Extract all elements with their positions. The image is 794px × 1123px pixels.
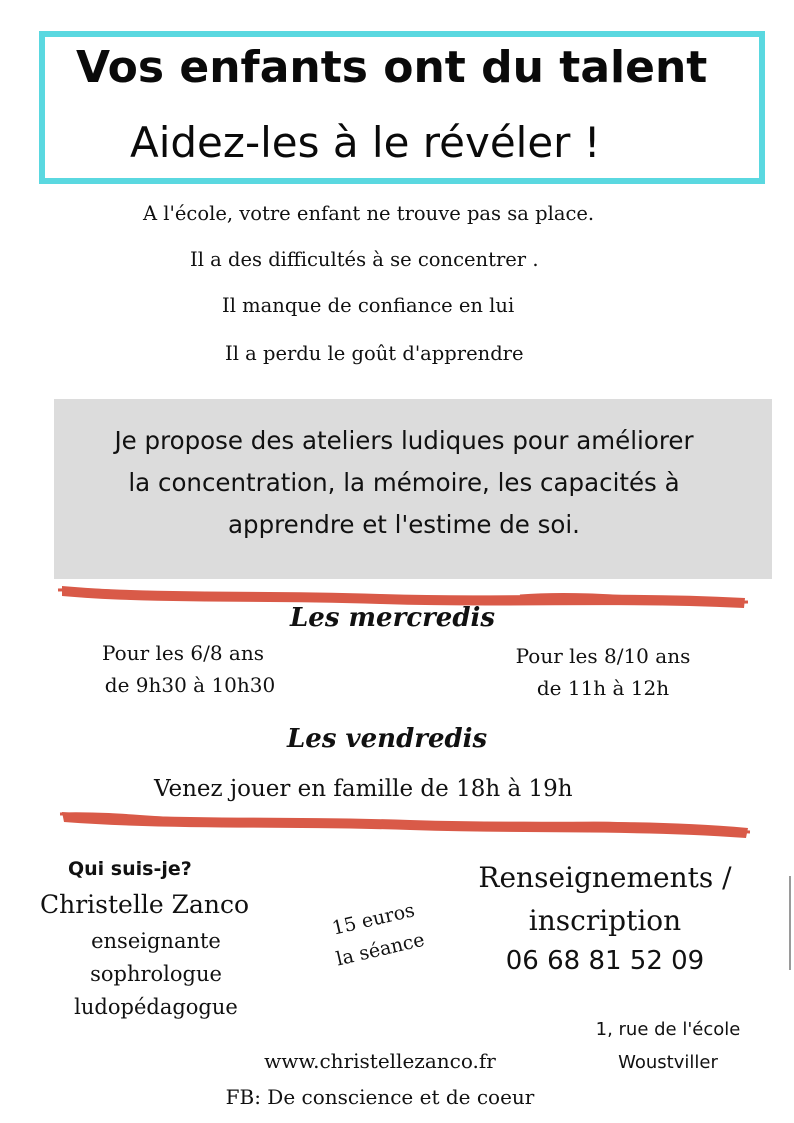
role-2: sophrologue	[90, 962, 222, 986]
address	[580, 1013, 756, 1079]
intro-line-4: Il a perdu le goût d'apprendre	[225, 342, 524, 365]
footer	[180, 1043, 580, 1115]
role-3: ludopédagogue	[74, 995, 238, 1019]
intro-line-1: A l'école, votre enfant ne trouve pas sa place.	[143, 202, 595, 225]
offer-line-1: Je propose des ateliers ludiques pour améliorer	[114, 426, 694, 455]
subheadline: Aidez-les à le révéler !	[130, 118, 601, 167]
intro-line-3: Il manque de confiance en lui	[222, 294, 515, 317]
contact-title	[452, 856, 758, 942]
headline: Vos enfants ont du talent	[76, 42, 708, 93]
offer-line-3: apprendre et l'estime de soi.	[228, 510, 580, 539]
offer-line-2: la concentration, la mémoire, les capacités à	[128, 468, 680, 497]
slot-1-ages: Pour les 6/8 ans	[102, 641, 264, 665]
address-town: Woustviller	[618, 1052, 718, 1073]
brush-divider-bottom	[0, 806, 794, 846]
price-tag	[307, 890, 448, 980]
contact-title-line-2: inscription	[528, 904, 682, 937]
family-session: Venez jouer en famille de 18h à 19h	[154, 776, 573, 802]
offer-text	[54, 420, 754, 546]
about-name: Christelle Zanco	[40, 890, 250, 919]
slot-2-time: de 11h à 12h	[536, 676, 670, 700]
address-street: 1, rue de l'école	[595, 1019, 741, 1040]
wednesday-slot-2	[498, 640, 708, 704]
role-1: enseignante	[91, 929, 221, 953]
wednesday-slot-1	[80, 637, 286, 701]
contact-title-line-1: Renseignements /	[478, 861, 732, 894]
price-unit: la séance	[334, 928, 427, 971]
facebook-page: FB: De conscience et de coeur	[225, 1085, 535, 1109]
website-link[interactable]: www.christellezanco.fr	[264, 1049, 496, 1073]
phone-number[interactable]: 06 68 81 52 09	[505, 946, 705, 976]
about-heading: Qui suis-je?	[68, 858, 192, 880]
slot-2-ages: Pour les 8/10 ans	[515, 644, 691, 668]
wednesday-heading: Les mercredis	[290, 603, 496, 633]
friday-heading: Les vendredis	[287, 724, 488, 754]
edge-line	[789, 876, 791, 970]
slot-1-time: de 9h30 à 10h30	[104, 673, 276, 697]
intro-line-2: Il a des difficultés à se concentrer .	[190, 248, 539, 271]
about-roles	[40, 925, 272, 1024]
price-amount: 15 euros	[330, 899, 417, 940]
